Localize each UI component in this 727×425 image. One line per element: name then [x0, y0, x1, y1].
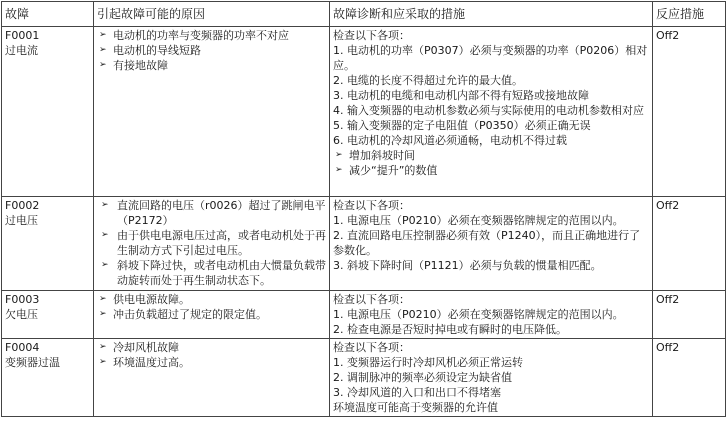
header-diagnosis: 故障诊断和应采取的措施	[330, 2, 653, 27]
header-fault: 故障	[2, 2, 94, 27]
fault-code: F0001	[5, 29, 40, 42]
check-intro: 检查以下各项：	[333, 199, 410, 212]
cause-item: ➢ 由于供电电源电压过高，或者电动机处于再生制动方式下引起过电压。	[97, 228, 326, 258]
fault-cell	[2, 339, 94, 417]
step-item: 5. 输入变频器的定子电阻值（P0350）必须正确无误	[333, 119, 591, 132]
fault-cell	[2, 197, 94, 291]
diagnosis-cell	[330, 291, 653, 339]
cause-item: ➢ 电动机的导线短路	[97, 43, 326, 58]
step-item: 1. 电源电压（P0210）必须在变频器铭牌规定的范围以内。	[333, 214, 624, 227]
table-row	[2, 291, 726, 339]
causes-cell	[94, 197, 330, 291]
cause-item: ➢ 直流回路的电压（r0026）超过了跳闸电平（P2172）	[97, 198, 326, 228]
table-row	[2, 27, 726, 197]
check-intro: 检查以下各项：	[333, 341, 410, 354]
causes-cell	[94, 339, 330, 417]
response-cell: Off2	[653, 291, 726, 339]
header-row	[2, 2, 726, 27]
extra-item: ➢ 减少“提升”的数值	[333, 163, 649, 178]
causes-cell	[94, 27, 330, 197]
header-response: 反应措施	[653, 2, 726, 27]
header-causes: 引起故障可能的原因	[94, 2, 330, 27]
extra-item: ➢ 增加斜坡时间	[333, 148, 649, 163]
fault-name: 欠电压	[5, 308, 38, 321]
check-intro: 检查以下各项：	[333, 293, 410, 306]
check-intro: 检查以下各项：	[333, 29, 410, 42]
diagnosis-cell	[330, 339, 653, 417]
step-item: 6. 电动机的冷却风道必须通畅，电动机不得过载	[333, 134, 567, 147]
step-item: 4. 输入变频器的电动机参数必须与实际使用的电动机参数相对应	[333, 104, 644, 117]
step-item: 3. 冷却风道的入口和出口不得堵塞	[333, 386, 501, 399]
diagnosis-cell	[330, 197, 653, 291]
step-item: 3. 电动机的电缆和电动机内部不得有短路或接地故障	[333, 89, 589, 102]
cause-item: ➢ 电动机的功率与变频器的功率不对应	[97, 28, 326, 43]
table-row	[2, 197, 726, 291]
cause-item: ➢ 有接地故障	[97, 58, 326, 73]
cause-item: ➢ 冷却风机故障	[97, 340, 326, 355]
step-item: 2. 调制脉冲的频率必须设定为缺省值	[333, 371, 512, 384]
fault-name: 过电压	[5, 214, 38, 227]
step-item: 2. 电缆的长度不得超过允许的最大值。	[333, 74, 523, 87]
fault-name: 变频器过温	[5, 356, 60, 369]
fault-name: 过电流	[5, 44, 38, 57]
response-cell: Off2	[653, 197, 726, 291]
step-item: 环境温度可能高于变频器的允许值	[333, 401, 498, 414]
step-item: 1. 变频器运行时冷却风机必须正常运转	[333, 356, 523, 369]
step-item: 1. 电动机的功率（P0307）必须与变频器的功率（P0206）相对应。	[333, 44, 648, 72]
step-item: 3. 斜坡下降时间（P1121）必须与负载的惯量相匹配。	[333, 259, 602, 272]
cause-item: ➢ 环境温度过高。	[97, 355, 326, 370]
fault-code: F0004	[5, 341, 40, 354]
fault-cell	[2, 27, 94, 197]
diagnosis-cell	[330, 27, 653, 197]
table-row	[2, 339, 726, 417]
fault-table	[1, 1, 726, 417]
response-cell: Off2	[653, 27, 726, 197]
cause-item: ➢ 供电电源故障。	[97, 292, 326, 307]
causes-cell	[94, 291, 330, 339]
response-cell: Off2	[653, 339, 726, 417]
fault-code: F0002	[5, 199, 40, 212]
fault-code: F0003	[5, 293, 40, 306]
step-item: 2. 直流回路电压控制器必须有效（P1240），而且正确地进行了参数化。	[333, 229, 641, 257]
step-item: 2. 检查电源是否短时掉电或有瞬时的电压降低。	[333, 323, 567, 336]
step-item: 1. 电源电压（P0210）必须在变频器铭牌规定的范围以内。	[333, 308, 624, 321]
fault-cell	[2, 291, 94, 339]
cause-item: ➢ 斜坡下降过快，或者电动机由大惯量负载带动旋转而处于再生制动状态下。	[97, 258, 326, 288]
cause-item: ➢ 冲击负载超过了规定的限定值。	[97, 307, 326, 322]
